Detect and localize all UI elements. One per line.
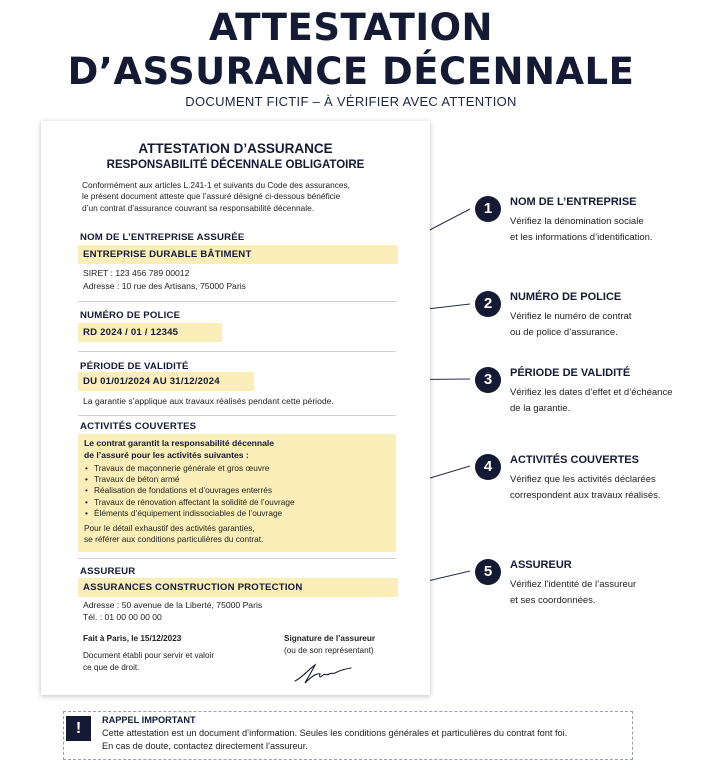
divider [78, 301, 396, 302]
list-item: • Travaux de maçonnerie générale et gros œuvre [84, 463, 390, 474]
intro-line: Conformément aux articles L.241-1 et suivants du Code des assurances, [82, 180, 350, 190]
company-name: ENTREPRISE DURABLE BÂTIMENT [78, 245, 398, 264]
validity-statement [83, 650, 233, 673]
activities-footer-line: Pour le détail exhaustif des activités garanties, [84, 523, 255, 534]
activities-heading: ACTIVITÉS COUVERTES [80, 421, 197, 432]
callout-description-line: Vérifiez l’identité de l’assureur [510, 579, 637, 590]
callout-number-badge: 5 [475, 559, 501, 585]
list-item: • Éléments d’équipement indissociables de l’ouvrage [84, 508, 390, 519]
insurer-phone: Tél. : 01 00 00 00 00 [83, 612, 162, 622]
list-item: • Travaux de rénovation affectant la solidité de l’ouvrage [84, 497, 390, 508]
warning-icon: ! [66, 716, 91, 741]
activities-footer [84, 523, 390, 545]
callout-description-line: et les informations d’identification. [510, 232, 653, 243]
infographic-subtitle: DOCUMENT FICTIF – À VÉRIFIER AVEC ATTENTION [185, 94, 517, 109]
divider [78, 351, 396, 352]
important-reminder-box [63, 711, 633, 760]
callout-description-line: et ses coordonnées. [510, 595, 596, 606]
signature-label-sub: (ou de son représentant) [284, 646, 374, 655]
policy-number: RD 2024 / 01 / 12345 [78, 323, 222, 342]
insurer-name: ASSURANCES CONSTRUCTION PROTECTION [78, 578, 398, 597]
activities-box [78, 434, 396, 552]
reminder-text-line: Cette attestation est un document d’information. Seules les conditions générales et particulières du contrat font foi. [102, 728, 568, 738]
title-line-2: D’ASSURANCE DÉCENNALE [67, 50, 635, 93]
insurer-address: Adresse : 50 avenue de la Liberté, 75000 Paris [83, 600, 263, 610]
company-siret: SIRET : 123 456 789 00012 [83, 268, 190, 278]
activities-footer-line: se référer aux conditions particulières du contrat. [84, 534, 264, 545]
document-intro [82, 180, 402, 214]
callout-description-line: ou de police d’assurance. [510, 327, 618, 338]
callout-description-line: de la garantie. [510, 403, 571, 414]
validity-note: La garantie s’applique aux travaux réalisés pendant cette période. [83, 396, 334, 406]
callout-description [510, 385, 700, 417]
activities-intro-line: Le contrat garantit la responsabilité décennale [84, 438, 275, 448]
signature-label [284, 633, 375, 657]
callout-description [510, 214, 700, 246]
callout-description [510, 472, 700, 504]
list-item: • Réalisation de fondations et d’ouvrages enterrés [84, 485, 390, 496]
signature-label-title: Signature de l’assureur [284, 634, 376, 643]
reminder-text [102, 727, 627, 753]
validity-statement-line: Document établi pour servir et valoir [83, 651, 215, 660]
callout-title: NUMÉRO DE POLICE [510, 291, 622, 303]
company-heading: NOM DE L’ENTREPRISE ASSURÉE [80, 232, 245, 243]
intro-line: le présent document atteste que l’assuré désigné ci-dessous bénéficie [82, 191, 341, 202]
activities-list [84, 463, 390, 519]
callout-description-line: Vérifiez la dénomination sociale [510, 216, 644, 227]
reminder-text-line: En cas de doute, contactez directement l’assureur. [102, 741, 308, 751]
title-line-1: ATTESTATION [208, 6, 494, 49]
callout-title: PÉRIODE DE VALIDITÉ [510, 367, 631, 379]
validity-heading: PÉRIODE DE VALIDITÉ [80, 361, 189, 372]
validity-statement-line: ce que de droit. [83, 662, 140, 672]
divider [78, 415, 396, 416]
callout-title: ACTIVITÉS COUVERTES [510, 454, 639, 466]
callout-title: ASSUREUR [510, 559, 572, 571]
callout-number-badge: 3 [475, 367, 501, 393]
document-title: ATTESTATION D’ASSURANCE [138, 141, 333, 156]
signature [293, 659, 353, 685]
insurer-heading: ASSUREUR [80, 566, 136, 577]
callout-number-badge: 1 [475, 196, 501, 222]
attestation-document [41, 121, 430, 695]
divider [78, 558, 396, 559]
policy-heading: NUMÉRO DE POLICE [80, 310, 181, 321]
callout-number-badge: 2 [475, 291, 501, 317]
activities-intro-line: de l’assuré pour les activités suivantes : [84, 449, 249, 460]
list-item: • Travaux de béton armé [84, 474, 390, 485]
company-address: Adresse : 10 rue des Artisans, 75000 Paris [83, 281, 246, 291]
callout-title: NOM DE L’ENTREPRISE [510, 196, 637, 208]
callout-description-line: Vérifiez que les activités déclarées [510, 474, 656, 485]
reminder-title: RAPPEL IMPORTANT [102, 715, 196, 725]
callout-description-line: Vérifiez le numéro de contrat [510, 311, 632, 322]
validity-period: DU 01/01/2024 AU 31/12/2024 [78, 372, 254, 391]
callout-description-line: correspondent aux travaux réalisés. [510, 490, 661, 501]
made-at: Fait à Paris, le 15/12/2023 [83, 634, 182, 643]
callout-description [510, 309, 700, 341]
intro-line: d’un contrat d’assurance couvrant sa responsabilité décennale. [82, 202, 314, 213]
callout-number-badge: 4 [475, 454, 501, 480]
document-subtitle: RESPONSABILITÉ DÉCENNALE OBLIGATOIRE [106, 159, 365, 171]
callout-description-line: Vérifiez les dates d’effet et d’échéance [510, 387, 673, 398]
callout-description [510, 577, 700, 609]
